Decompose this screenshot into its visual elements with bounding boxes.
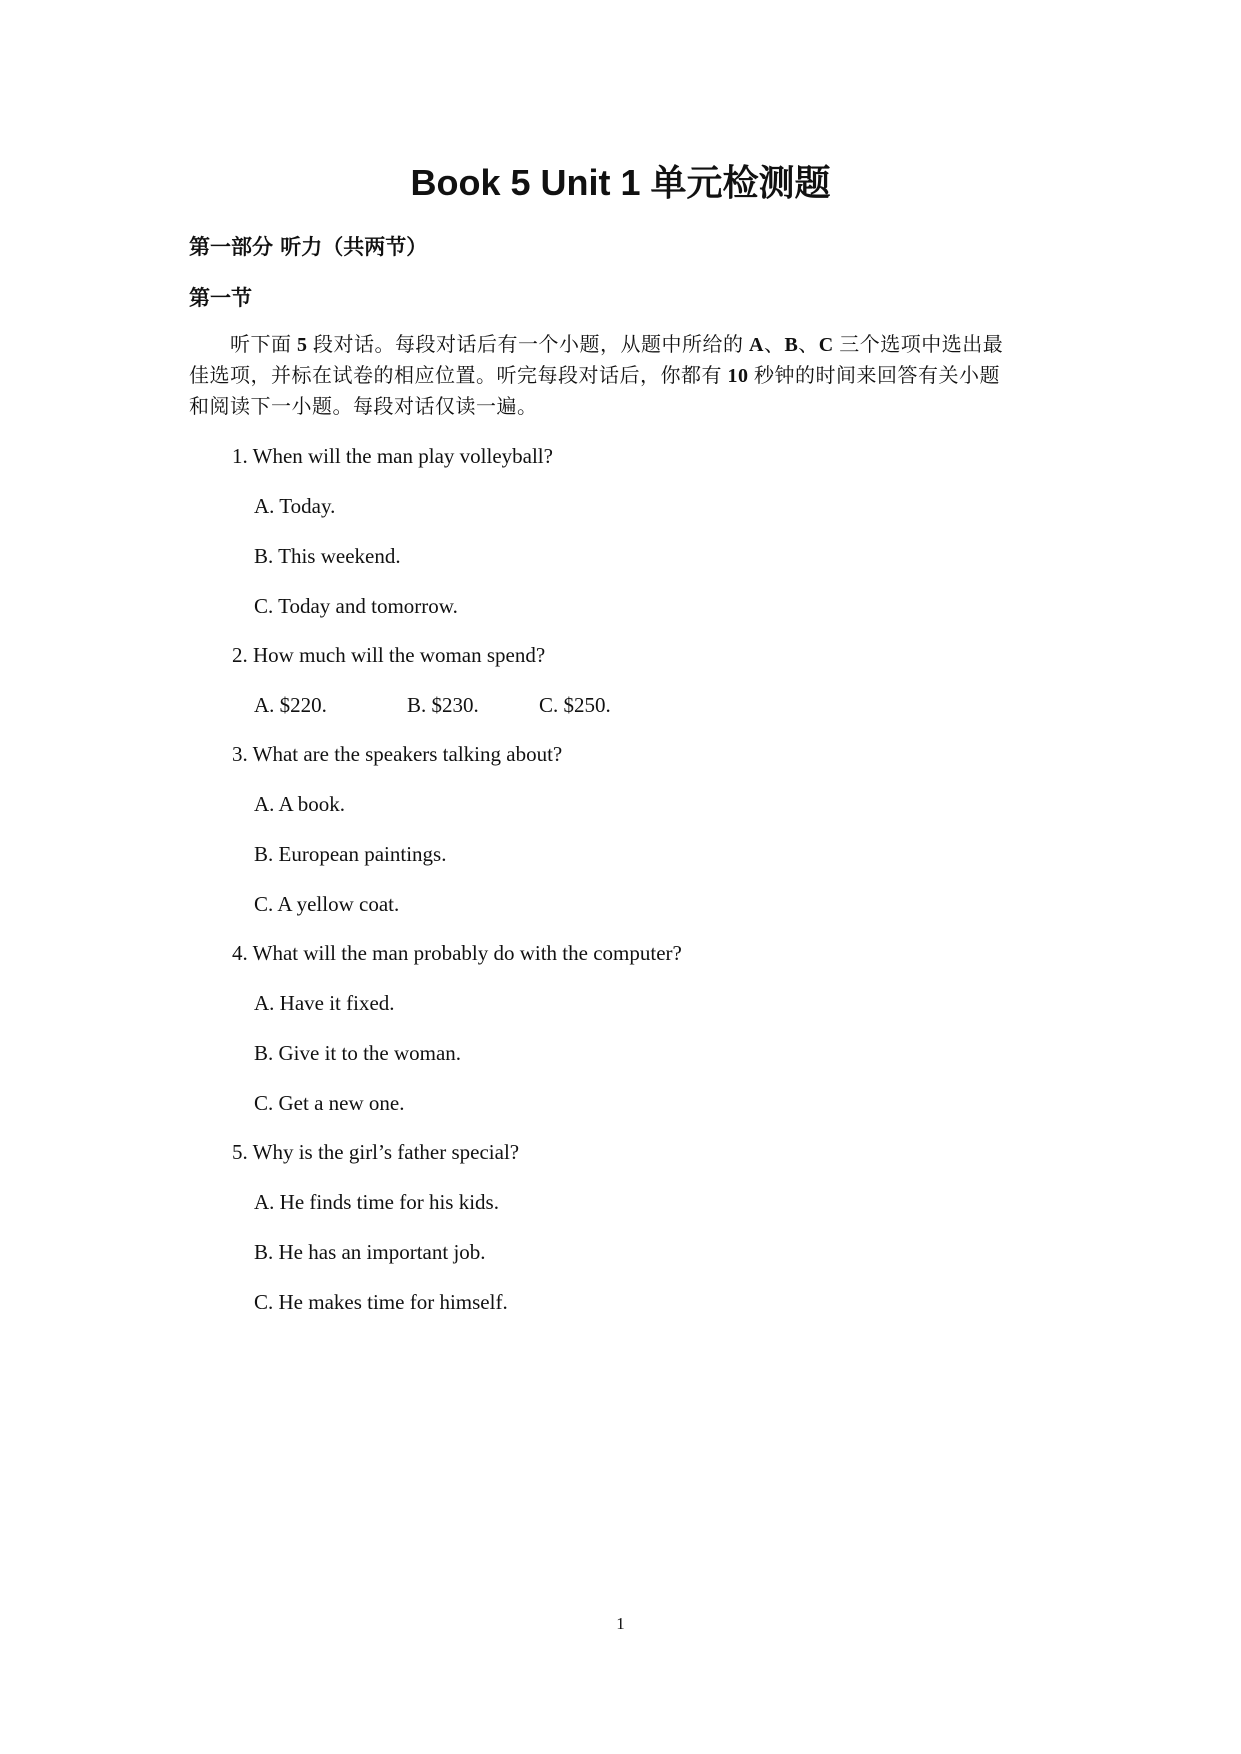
question-5-option-b: B. He has an important job.: [254, 1240, 486, 1264]
instructions-line-1: [189, 330, 1059, 361]
question-4: 4. What will the man probably do with the computer?: [232, 941, 682, 965]
question-3-option-b: B. European paintings.: [254, 842, 447, 866]
instructions-paragraph: [189, 330, 1059, 423]
instructions-text: 秒钟的时间来回答有关小题: [748, 365, 1000, 387]
instructions-letter: B: [784, 334, 799, 356]
question-3-option-a: A. A book.: [254, 792, 346, 816]
instructions-text: 佳选项，并标在试卷的相应位置。听完每段对话后，你都有: [189, 365, 728, 387]
question-5-option-c: C. He makes time for himself.: [254, 1290, 508, 1314]
instructions-line-2: [189, 361, 1059, 392]
instructions-number: 5: [297, 334, 308, 356]
question-2-option-b: B. $230.: [407, 693, 479, 717]
question-3: 3. What are the speakers talking about?: [232, 742, 563, 766]
question-1-option-b: B. This weekend.: [254, 544, 401, 568]
question-1: 1. When will the man play volleyball?: [232, 444, 553, 468]
instructions-text: 三个选项中选出最: [833, 334, 1004, 356]
instructions-text: 段对话。每段对话后有一个小题，从题中所给的: [307, 334, 749, 356]
instructions-number: 10: [727, 365, 749, 387]
question-2: 2. How much will the woman spend?: [232, 643, 546, 667]
instructions-letter: C: [818, 334, 834, 356]
question-5: 5. Why is the girl’s father special?: [232, 1140, 520, 1164]
question-3-option-c: C. A yellow coat.: [254, 892, 400, 916]
instructions-text: 、: [798, 334, 819, 356]
question-5-option-a: A. He finds time for his kids.: [254, 1190, 499, 1214]
question-4-option-c: C. Get a new one.: [254, 1091, 405, 1115]
question-2-option-a: A. $220.: [254, 693, 327, 717]
instructions-letter: A: [749, 334, 764, 356]
section-heading: 第一节: [189, 286, 252, 310]
document-title: Book 5 Unit 1 单元检测题: [410, 162, 831, 203]
instructions-text: 听下面: [189, 334, 297, 356]
question-2-option-c: C. $250.: [539, 693, 611, 717]
instructions-text: 、: [763, 334, 785, 356]
question-1-option-c: C. Today and tomorrow.: [254, 594, 458, 618]
question-1-option-a: A. Today.: [254, 494, 336, 518]
instructions-line-3: 和阅读下一小题。每段对话仅读一遍。: [189, 396, 538, 418]
part-heading: 第一部分 听力（共两节）: [189, 235, 428, 259]
question-4-option-a: A. Have it fixed.: [254, 991, 395, 1015]
page-number: 1: [616, 1614, 625, 1633]
question-4-option-b: B. Give it to the woman.: [254, 1041, 462, 1065]
